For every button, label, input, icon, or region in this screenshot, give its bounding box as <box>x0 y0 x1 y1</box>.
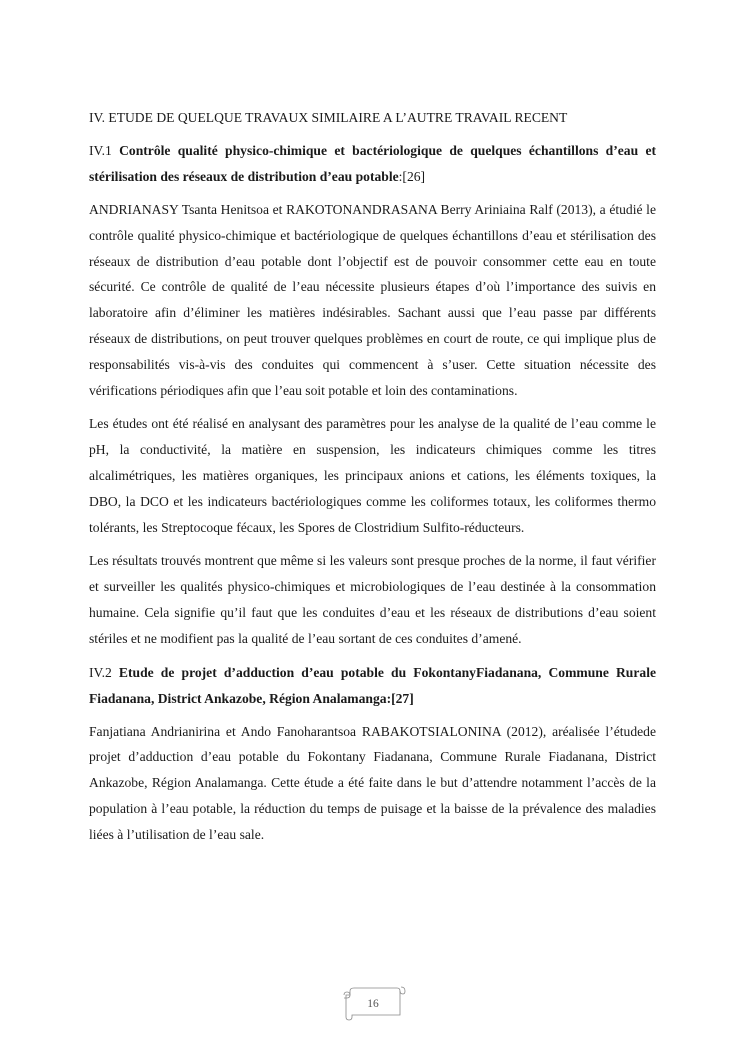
subsection-2-title: Etude de projet d’adduction d’eau potable du FokontanyFiadanana, Commune Rurale Fiadanana, District Ankazobe, Région Analamanga:[27] <box>89 664 657 706</box>
subsection-1-number: IV.1 <box>89 143 120 158</box>
page-number: 16 <box>367 998 379 1010</box>
subsection-1-heading <box>89 138 656 190</box>
paragraph: Les résultats trouvés montrent que même si les valeurs sont presque proches de la norme, il faut vérifier et surveiller les qualités physico-chimiques et microbiologiques de l’eau destinée à la consommation humaine. Cela signifie qu’il faut que les conduites d’eau et les réseaux de distributions d’eau soient stériles et ne modifient pas la qualité de l’eau sortant de ces conduites d’amené. <box>89 553 656 646</box>
subsection-1-title: Contrôle qualité physico-chimique et bactériologique de quelques échantillons d’eau et stérilisation des réseaux de distribution d’eau potable <box>89 143 657 184</box>
page-number-scroll <box>340 985 406 1021</box>
subsection-2-number: IV.2 <box>89 664 119 680</box>
paragraph: Fanjatiana Andrianirina et Ando Fanoharantsoa RABAKOTSIALONINA (2012), aréalisée l’étudede projet d’adduction d’eau potable du Fokontany Fiadanana, Commune Rurale Fiadanana, District Ankazobe, Région Analamanga. Cette étude a été faite dans le but d’attendre notamment l’accès de la population à l’eau potable, la réduction du temps de puisage et la baisse de la prévalence des maladies liées à l’utilisation de l’eau sale. <box>89 723 656 842</box>
subsection-2-heading <box>89 660 656 712</box>
paragraph: Les études ont été réalisé en analysant des paramètres pour les analyse de la qualité de l’eau comme le pH, la conductivité, la matière en suspension, les indicateurs chimiques comme les titres alcalimétriques, les matières organiques, les principaux anions et cations, les éléments toxiques, la DBO, la DCO et les indicateurs bactériologiques comme les coliformes totaux, les coliformes thermo tolérants, les Streptocoque fécaux, les Spores de Clostridium Sulfito-réducteurs. <box>89 416 656 535</box>
subsection-1-ref: :[26] <box>398 169 426 184</box>
section-title: IV. ETUDE DE QUELQUE TRAVAUX SIMILAIRE A L’AUTRE TRAVAIL RECENT <box>89 110 568 125</box>
document-page <box>89 105 656 856</box>
paragraph: ANDRIANASY Tsanta Henitsoa et RAKOTONANDRASANA Berry Ariniaina Ralf (2013), a étudié le contrôle qualité physico-chimique et bactériologique de quelques échantillons d’eau et stérilisation des réseaux de distribution d’eau potable dont l’objectif est de pouvoir consommer cette eau en toute sécurité. Ce contrôle de qualité de l’eau nécessite plusieurs étapes d’où l’importance des suivis en laboratoire afin d’éliminer les matières indésirables. Sachant aussi que l’eau passe par différents réseaux de distributions, on peut trouver quelques problèmes en court de route, ce qui implique plus de responsabilités vis-à-vis des conduites qui commencent à s’user. Cette situation nécessite des vérifications périodiques afin que l’eau soit potable et loin des contaminations. <box>89 202 656 398</box>
